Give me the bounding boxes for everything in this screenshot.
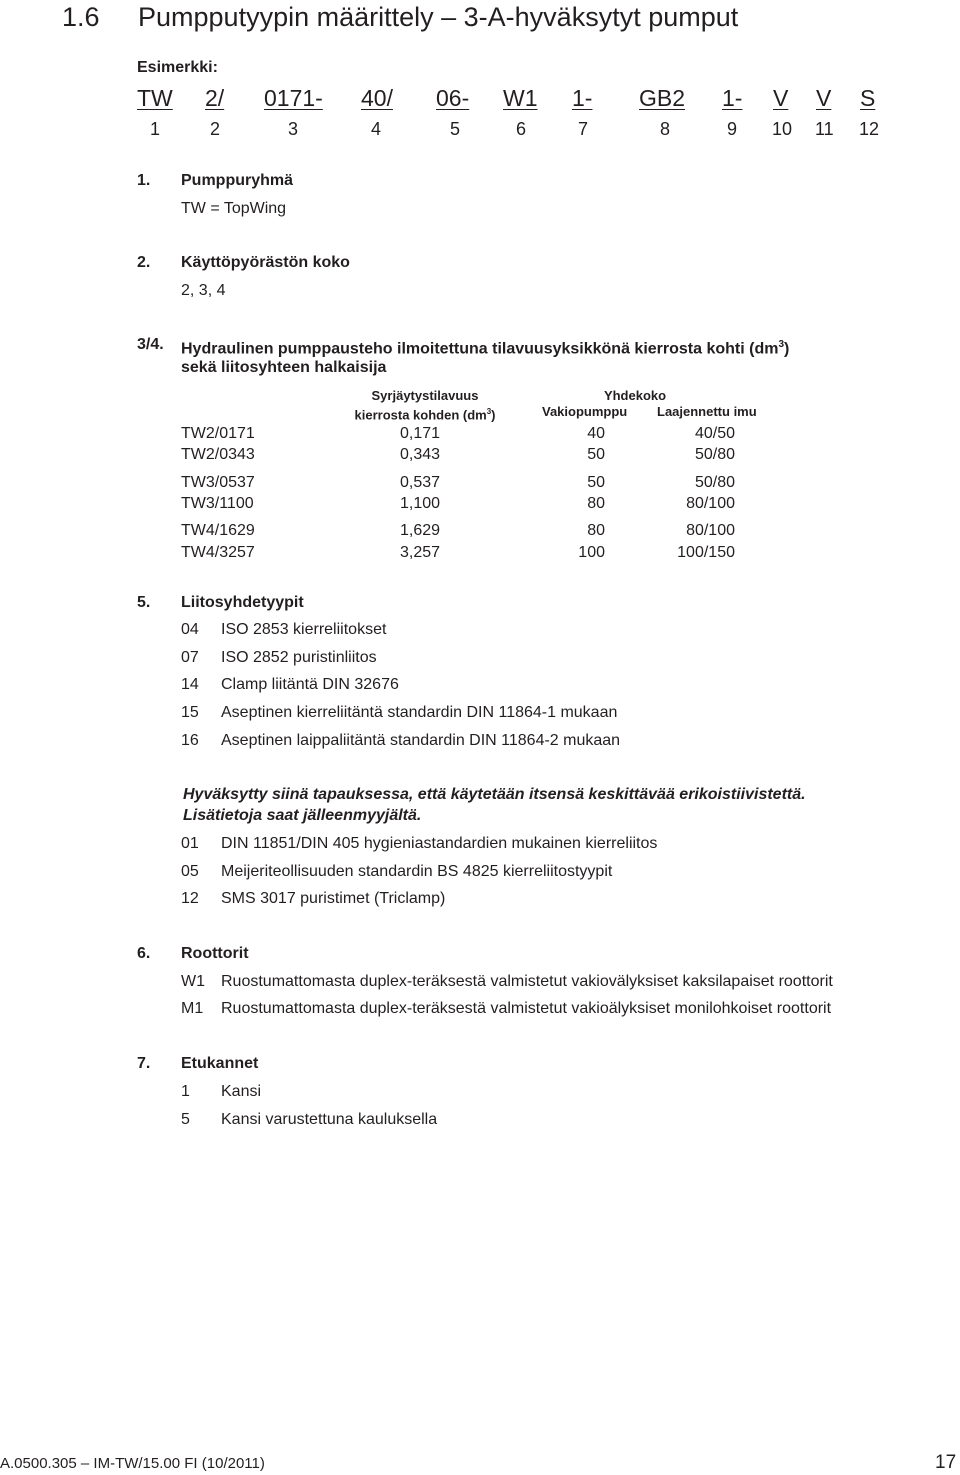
item-code: 01 — [181, 835, 199, 852]
cell-type: TW4/3257 — [181, 544, 255, 561]
item-text: ISO 2853 kierreliitokset — [221, 621, 387, 638]
section-34-title-line2: sekä liitosyhteen halkaisija — [181, 359, 387, 376]
position-number: 8 — [660, 119, 671, 139]
superscript: 3 — [486, 407, 492, 416]
item-code: 15 — [181, 704, 199, 721]
item-code: 5 — [181, 1111, 190, 1128]
cell-standard: 100 — [578, 544, 605, 561]
item-text: ISO 2852 puristinliitos — [221, 649, 377, 666]
header-displacement-line1: Syrjäytystilavuus — [371, 388, 479, 403]
position-number: 4 — [371, 119, 382, 139]
code-segment: V — [816, 85, 832, 111]
item-text: Meijeriteollisuuden standardin BS 4825 kierreliitostyypit — [221, 863, 613, 880]
item-code: 14 — [181, 676, 199, 693]
code-segment: W1 — [503, 85, 538, 111]
approval-note-line2: Lisätietoja saat jälleenmyyjältä. — [183, 807, 422, 824]
position-number: 6 — [516, 119, 527, 139]
cell-type: TW4/1629 — [181, 522, 255, 539]
cell-displacement: 3,257 — [400, 544, 441, 561]
code-segment: 1- — [572, 85, 593, 111]
section-2-value: 2, 3, 4 — [181, 282, 226, 299]
code-segment: 1- — [722, 85, 743, 111]
section-34-number: 3/4. — [137, 336, 164, 353]
section-2-number: 2. — [137, 254, 151, 271]
cell-standard: 50 — [587, 474, 605, 491]
header-text: ) — [491, 407, 496, 423]
cell-displacement: 1,100 — [400, 495, 441, 512]
section-34-title — [181, 335, 789, 359]
section-6-number: 6. — [137, 945, 151, 962]
section-2-title: Käyttöpyörästön koko — [181, 254, 350, 271]
header-extended: Laajennettu imu — [657, 404, 757, 419]
item-text: SMS 3017 puristimet (Triclamp) — [221, 890, 446, 907]
cell-extended: 50/80 — [694, 474, 735, 491]
cell-extended: 80/100 — [686, 522, 735, 539]
cell-extended: 50/80 — [694, 446, 735, 463]
item-code: 07 — [181, 649, 199, 666]
cell-type: TW3/0537 — [181, 474, 255, 491]
section-6-title: Roottorit — [181, 945, 249, 962]
item-text: Aseptinen laippaliitäntä standardin DIN 11864-2 mukaan — [221, 732, 621, 749]
cell-standard: 50 — [587, 446, 605, 463]
item-code: 05 — [181, 863, 199, 880]
item-text: Ruostumattomasta duplex-teräksestä valmistetut vakioälyksiset monilohkoiset roottorit — [221, 1000, 832, 1017]
item-text: Ruostumattomasta duplex-teräksestä valmistetut vakiovälyksiset kaksilapaiset roottorit — [221, 973, 833, 990]
item-text: Aseptinen kierreliitäntä standardin DIN 11864-1 mukaan — [221, 704, 618, 721]
item-code: 16 — [181, 732, 199, 749]
item-text: Kansi — [221, 1083, 262, 1100]
item-code: 12 — [181, 890, 199, 907]
item-code: 1 — [181, 1083, 190, 1100]
code-segment: TW — [137, 85, 173, 111]
code-segment: V — [773, 85, 789, 111]
header-size: Yhdekoko — [603, 388, 667, 403]
code-segment: 40/ — [361, 85, 393, 111]
position-number: 11 — [815, 119, 834, 139]
code-segment: 2/ — [205, 85, 225, 111]
section-5-title: Liitosyhdetyypit — [181, 594, 304, 611]
position-number: 7 — [578, 119, 589, 139]
section-34-title-text: Hydraulinen pumppausteho ilmoitettuna tilavuusyksikkönä kierrosta kohti (dm — [181, 340, 779, 358]
item-text: DIN 11851/DIN 405 hygieniastandardien mukainen kierreliitos — [221, 835, 658, 852]
page-number: 17 — [935, 1452, 957, 1473]
section-title: Pumpputyypin määrittely – 3-A-hyväksytyt pumput — [138, 2, 739, 32]
cell-displacement: 0,343 — [400, 446, 441, 463]
cell-standard: 80 — [587, 522, 605, 539]
code-segment: 0171- — [264, 85, 323, 111]
footer-doc-ref: A.0500.305 – IM-TW/15.00 FI (10/2011) — [0, 1455, 265, 1472]
item-code: 04 — [181, 621, 199, 638]
cell-type: TW2/0171 — [181, 425, 255, 442]
position-number: 3 — [288, 119, 299, 139]
item-code: M1 — [181, 1000, 204, 1017]
cell-displacement: 0,537 — [400, 474, 441, 491]
cell-displacement: 0,171 — [400, 425, 441, 442]
header-displacement-line2 — [330, 404, 520, 423]
section-1-title: Pumppuryhmä — [181, 172, 294, 189]
position-number: 5 — [450, 119, 461, 139]
section-1-value: TW = TopWing — [181, 200, 287, 217]
code-segment: S — [860, 85, 876, 111]
example-label: Esimerkki: — [137, 59, 218, 76]
section-1-number: 1. — [137, 172, 151, 189]
position-number: 10 — [772, 119, 793, 139]
item-text: Kansi varustettuna kauluksella — [221, 1111, 438, 1128]
section-34-title-text: ) — [784, 340, 790, 358]
code-segment: GB2 — [639, 85, 686, 111]
cell-type: TW3/1100 — [181, 495, 254, 512]
cell-type: TW2/0343 — [181, 446, 255, 463]
position-number: 1 — [150, 119, 161, 139]
cell-standard: 80 — [587, 495, 605, 512]
section-5-number: 5. — [137, 594, 151, 611]
header-text: kierrosta kohden (dm — [354, 407, 487, 423]
superscript: 3 — [778, 339, 785, 350]
position-number: 2 — [210, 119, 221, 139]
item-code: W1 — [181, 973, 205, 990]
position-number: 9 — [727, 119, 738, 139]
section-7-title: Etukannet — [181, 1055, 259, 1072]
cell-extended: 40/50 — [694, 425, 735, 442]
position-number: 12 — [859, 119, 880, 139]
cell-extended: 100/150 — [677, 544, 735, 561]
section-number: 1.6 — [62, 2, 100, 32]
approval-note-line1: Hyväksytty siinä tapauksessa, että käytetään itsensä keskittävää erikoistiivistettä. — [183, 786, 806, 803]
cell-extended: 80/100 — [686, 495, 735, 512]
item-text: Clamp liitäntä DIN 32676 — [221, 676, 399, 693]
section-7-number: 7. — [137, 1055, 151, 1072]
header-standard: Vakiopumppu — [542, 404, 628, 419]
code-segment: 06- — [436, 85, 470, 111]
page-title — [62, 0, 738, 34]
cell-displacement: 1,629 — [400, 522, 441, 539]
cell-standard: 40 — [587, 425, 605, 442]
